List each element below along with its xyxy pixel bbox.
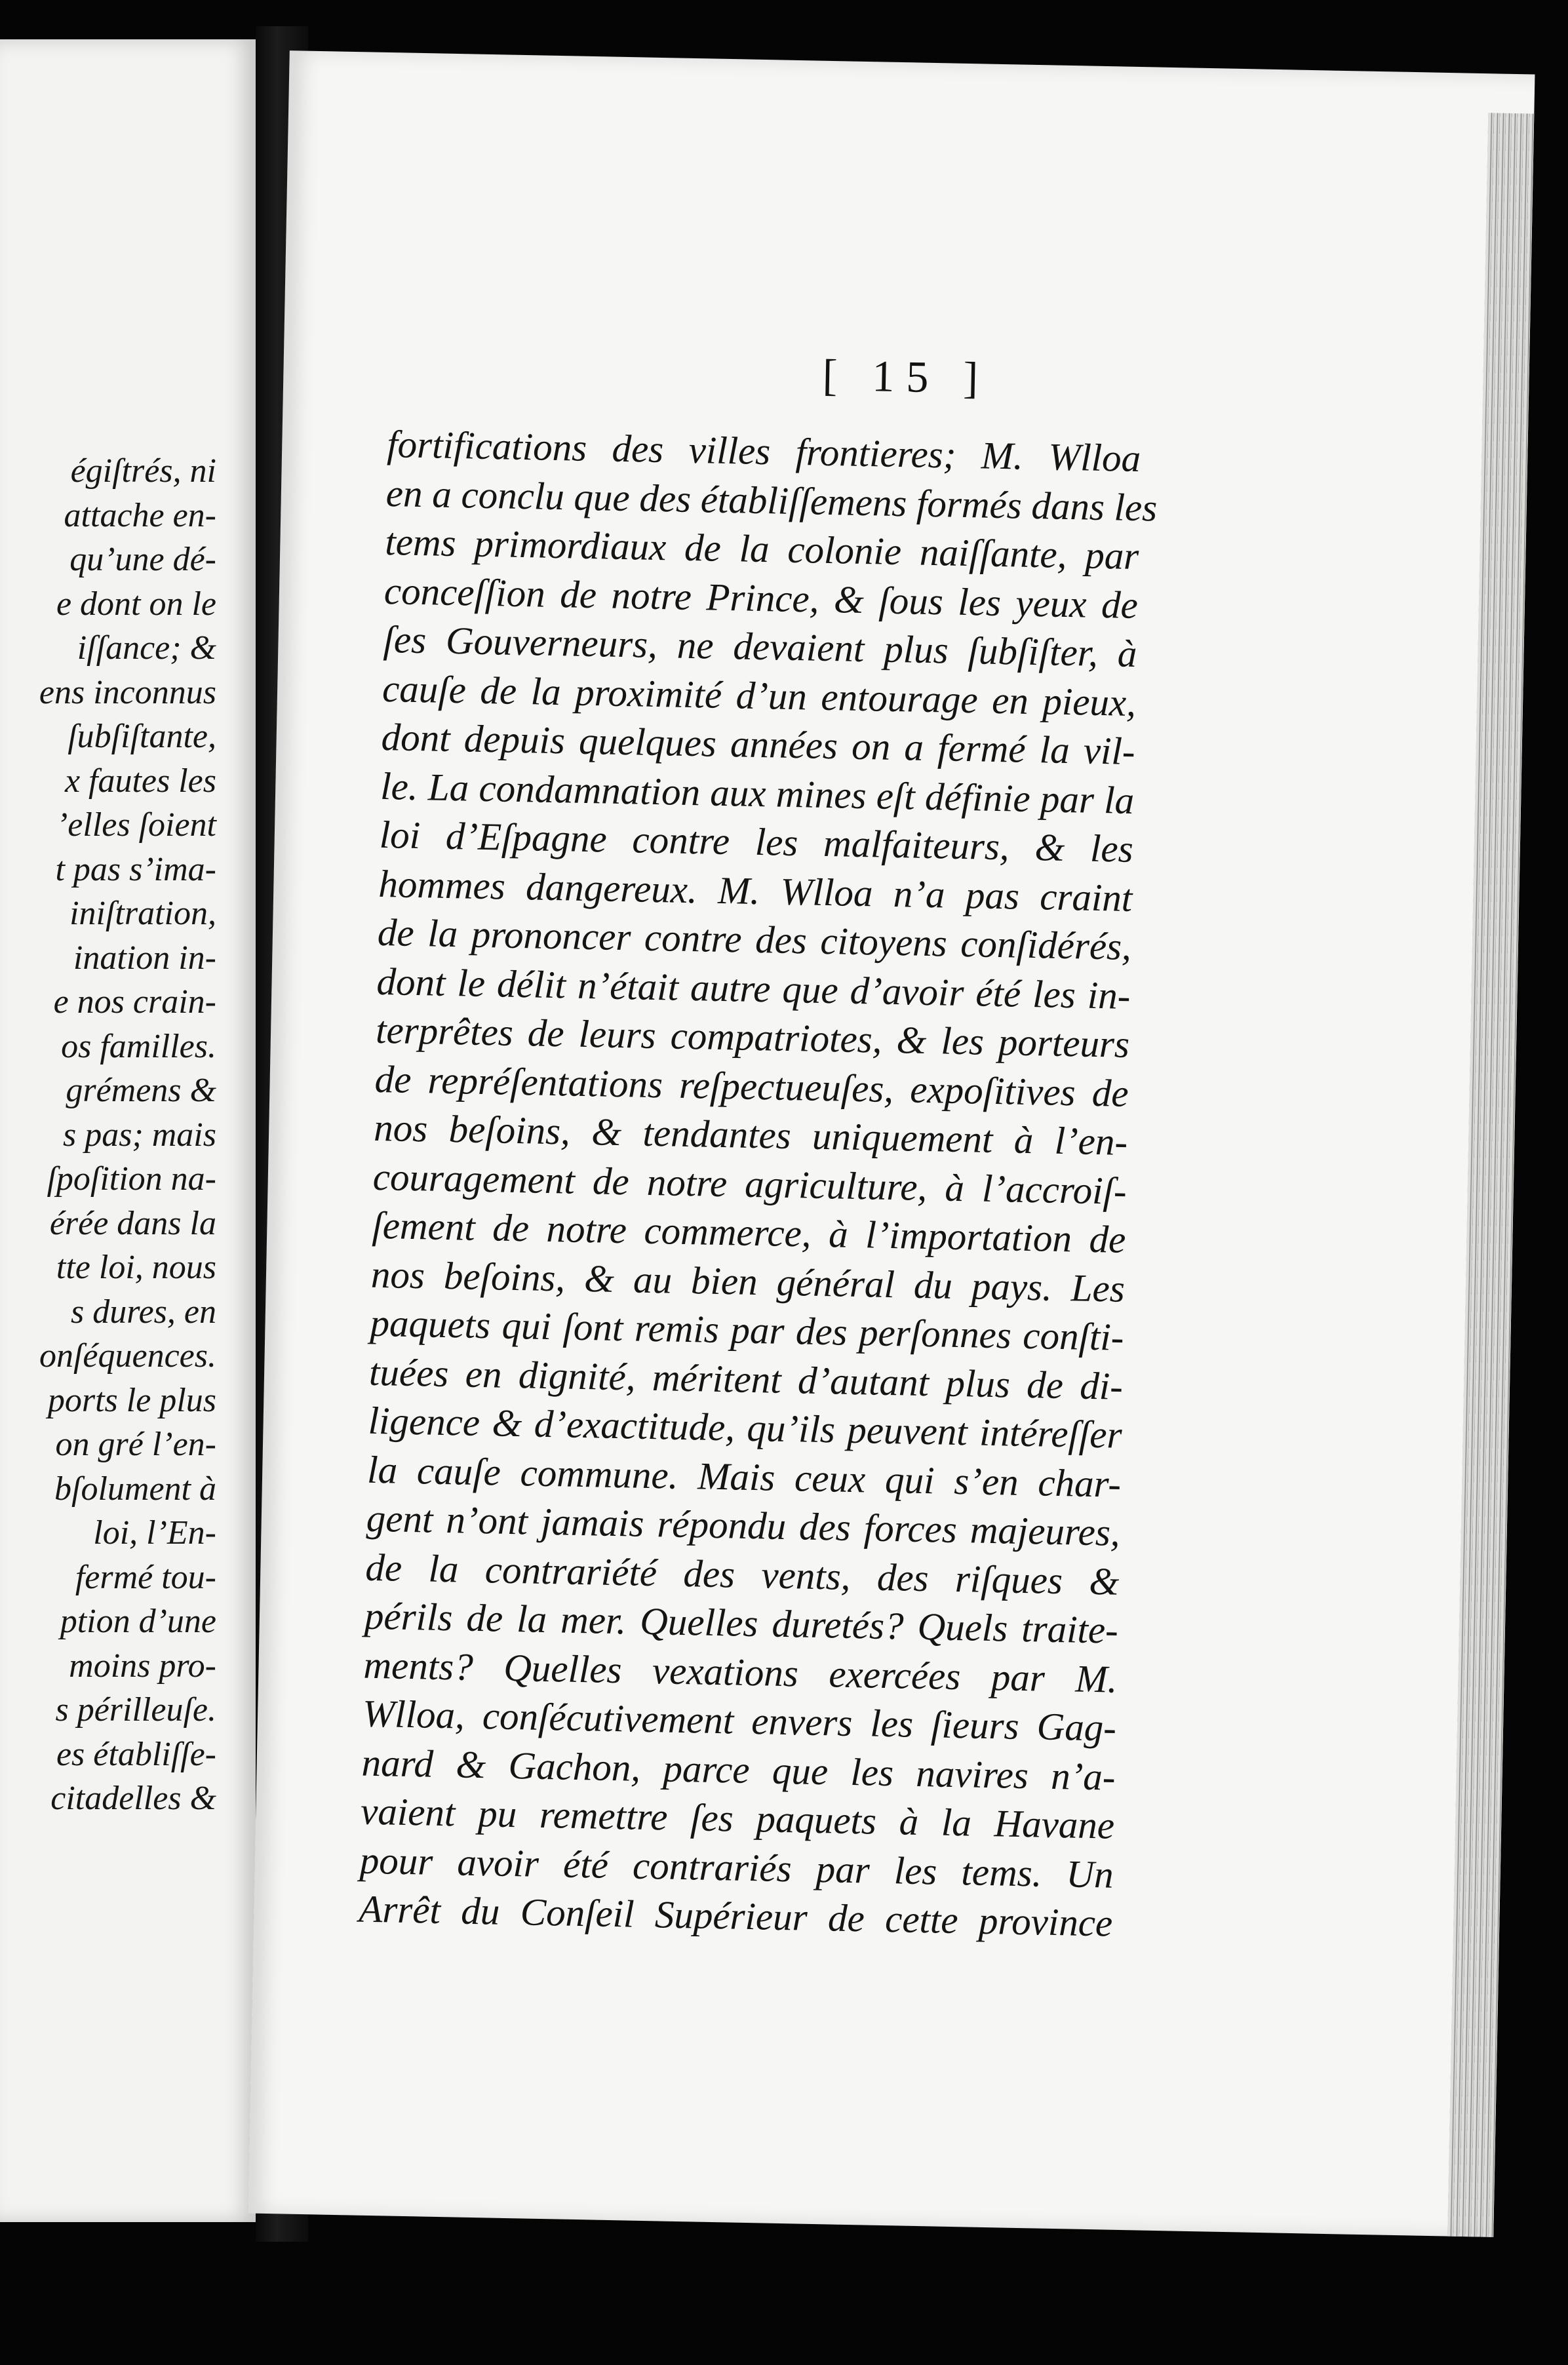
left-line: ens inconnus: [39, 673, 216, 711]
page-number: [ 15 ]: [822, 349, 990, 403]
text-line: ligence & d’exactitude, qu’ils peuvent intéreſſer: [368, 1398, 1123, 1456]
text-line: couragement de notre agriculture, à l’accroiſ-: [372, 1154, 1127, 1213]
left-line: ſpoſition na-: [47, 1160, 216, 1198]
left-line: tte loi, nous: [56, 1249, 216, 1286]
text-line: de la prononcer contre des citoyens conſidérés,: [377, 910, 1132, 968]
left-line: t pas s’ima-: [55, 850, 216, 888]
left-line: citadelles &: [50, 1780, 216, 1817]
text-line: de repréſentations reſpectueuſes, expoſitives de: [374, 1057, 1129, 1115]
text-line: vaient pu remettre ſes paquets à la Havane: [360, 1789, 1115, 1847]
text-line: tems primordiaux de la colonie naiſſante, par: [384, 520, 1139, 578]
left-line: ’elles ſoient: [56, 806, 216, 844]
left-line: moins pro-: [69, 1647, 216, 1685]
left-line: es établiſſe-: [56, 1735, 216, 1773]
text-line: ments? Quelles vexations exercées par M.: [363, 1643, 1118, 1701]
left-line: onſéquences.: [39, 1337, 216, 1375]
text-line: la cauſe commune. Mais ceux qui s’en char-: [366, 1447, 1122, 1506]
text-line: pour avoir été contrariés par les tems. Un: [359, 1838, 1114, 1896]
text-line: dont depuis quelques années on a fermé la vil-: [381, 714, 1136, 773]
left-line: s dures, en: [71, 1293, 216, 1331]
text-line: nos beſoins, & au bien général du pays. Les: [370, 1252, 1126, 1310]
text-line: de la contrariété des vents, des riſques &: [364, 1545, 1120, 1603]
left-page: [0, 39, 258, 2222]
text-line: fortifications des villes frontieres; M. Wlloa: [386, 422, 1141, 480]
left-line: bſolument à: [54, 1470, 216, 1508]
left-line: érée dans la: [49, 1204, 216, 1242]
left-line: attache en-: [64, 496, 216, 534]
left-line: égiſtrés, ni: [70, 452, 216, 490]
text-line: dont le délit n’était autre que d’avoir été les in-: [376, 959, 1131, 1017]
text-line: en a conclu que des établiſſemens formés dans les: [385, 471, 1158, 530]
text-line: cauſe de la proximité d’un entourage en pieux,: [382, 666, 1137, 724]
left-line: s périlleuſe.: [55, 1691, 216, 1729]
text-line: hommes dangereux. M. Wlloa n’a pas craint: [378, 861, 1133, 920]
text-line: tuées en dignité, méritent d’autant plus de di-: [368, 1350, 1124, 1408]
text-line: paquets qui ſont remis par des perſonnes conſti-: [369, 1300, 1125, 1359]
text-line: loi d’Eſpagne contre les malfaiteurs, & les: [379, 812, 1134, 870]
left-line: ports le plus: [47, 1381, 216, 1419]
left-line: iſſance; &: [77, 629, 216, 667]
page-edges: [1447, 113, 1534, 2237]
text-line: le. La condamnation aux mines eſt définie par la: [380, 764, 1135, 822]
right-page: [248, 50, 1535, 2237]
text-line: nard & Gachon, parce que les navires n’a-: [361, 1740, 1116, 1799]
text-line: Arrêt du Conſeil Supérieur de cette province: [358, 1886, 1113, 1945]
text-line: nos beſoins, & tendantes uniquement à l’en-: [373, 1105, 1128, 1163]
left-line: ption d’une: [60, 1603, 216, 1640]
left-page-text: [39, 449, 216, 1821]
text-line: ſes Gouverneurs, ne devaient plus ſubſiſter, à: [383, 617, 1138, 676]
left-line: os familles.: [61, 1027, 216, 1065]
left-line: on gré l’en-: [55, 1426, 216, 1463]
text-line: Wlloa, conſécutivement envers les ſieurs Gag-: [362, 1691, 1117, 1749]
left-line: x fautes les: [64, 762, 216, 800]
text-line: terprêtes de leurs compatriotes, & les porteurs: [375, 1007, 1130, 1066]
page-body-text: [358, 420, 1158, 1947]
left-line: e nos crain-: [53, 983, 216, 1021]
text-line: gent n’ont jamais répondu des forces majeures,: [366, 1496, 1121, 1554]
left-line: qu’une dé-: [69, 541, 216, 578]
left-line: ination in-: [73, 939, 216, 977]
left-line: iniſtration,: [69, 895, 216, 932]
left-line: grémens &: [66, 1072, 216, 1109]
text-line: ſement de notre commerce, à l’importation de: [371, 1203, 1126, 1261]
left-line: loi, l’En-: [93, 1514, 216, 1552]
text-line: périls de la mer. Quelles duretés? Quels traite-: [364, 1593, 1119, 1652]
left-line: e dont on le: [56, 585, 216, 623]
text-line: conceſſion de notre Prince, & ſous les yeux de: [383, 568, 1139, 627]
left-line: fermé tou-: [75, 1558, 216, 1596]
left-line: s pas; mais: [62, 1116, 216, 1154]
left-line: ſubſiſtante,: [68, 718, 216, 755]
